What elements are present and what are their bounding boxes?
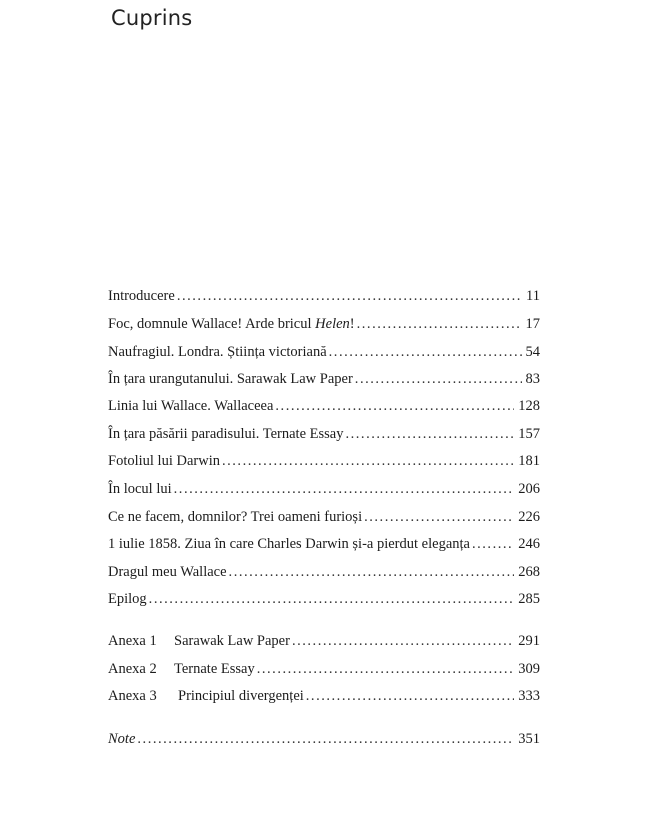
page-number: 83 xyxy=(525,371,540,387)
page-title: Cuprins xyxy=(111,6,193,30)
page-number: 246 xyxy=(518,536,540,552)
chapter-title: Introducere xyxy=(108,288,175,304)
dot-leader xyxy=(257,659,515,679)
dot-leader xyxy=(329,342,522,362)
page-number: 333 xyxy=(518,688,540,704)
dot-leader xyxy=(177,286,522,306)
chapter-title: Dragul meu Wallace xyxy=(108,564,227,580)
chapter-title: 1 iulie 1858. Ziua în care Charles Darwin și-a pierdut eleganța xyxy=(108,536,470,552)
chapter-title: În locul lui xyxy=(108,481,172,497)
page-number: 17 xyxy=(525,316,540,332)
page-number: 206 xyxy=(518,481,540,497)
annex-title: Sarawak Law Paper xyxy=(174,633,290,649)
page-number: 11 xyxy=(526,288,540,304)
chapter-title: În țara păsării paradisului. Ternate Essay xyxy=(108,426,344,442)
page-number: 157 xyxy=(518,426,540,442)
page-number: 128 xyxy=(518,398,540,414)
annex-label: Anexa 1 xyxy=(108,633,157,649)
dot-leader xyxy=(364,507,514,527)
chapter-title: În țara urangutanului. Sarawak Law Paper xyxy=(108,371,353,387)
chapter-title: Ce ne facem, domnilor? Trei oameni furioși xyxy=(108,509,363,525)
dot-leader xyxy=(149,589,515,609)
dot-leader xyxy=(355,369,522,389)
page-number: 226 xyxy=(518,509,540,525)
annex-label: Anexa 3 xyxy=(108,688,157,704)
dot-leader xyxy=(345,424,514,444)
page-number: 351 xyxy=(518,731,540,747)
chapter-title: Linia lui Wallace. Wallaceea xyxy=(108,398,274,414)
page-number: 291 xyxy=(518,633,540,649)
page-number: 268 xyxy=(518,564,540,580)
page-number: 285 xyxy=(518,591,540,607)
chapter-title: Foc, domnule Wallace! Arde bricul Helen! xyxy=(108,316,355,332)
dot-leader xyxy=(229,562,515,582)
dot-leader xyxy=(174,479,515,499)
chapter-title: Epilog xyxy=(108,591,147,607)
dot-leader xyxy=(292,631,514,651)
dot-leader xyxy=(357,314,522,334)
dot-leader xyxy=(472,534,514,554)
dot-leader xyxy=(222,451,514,471)
dot-leader xyxy=(275,396,514,416)
dot-leader xyxy=(137,729,514,749)
annex-title: Ternate Essay xyxy=(174,661,255,677)
chapter-title: Fotoliul lui Darwin xyxy=(108,453,220,469)
page-number: 309 xyxy=(518,661,540,677)
page-number: 54 xyxy=(525,344,540,360)
chapter-title: Naufragiul. Londra. Știința victoriană xyxy=(108,344,327,360)
annex-title: Principiul divergenței xyxy=(178,688,304,704)
notes-title: Note xyxy=(108,731,136,747)
dot-leader xyxy=(306,686,514,706)
ship-name: Helen xyxy=(315,316,350,332)
page-number: 181 xyxy=(518,453,540,469)
annex-label: Anexa 2 xyxy=(108,661,157,677)
